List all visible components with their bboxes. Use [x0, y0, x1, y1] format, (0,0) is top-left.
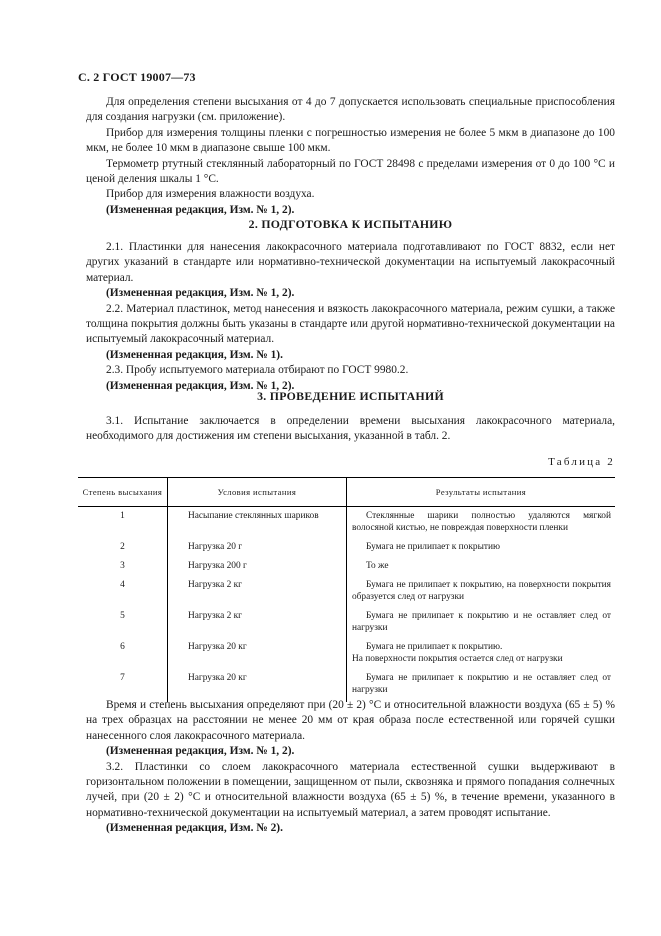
cell-degree: 1	[78, 507, 167, 539]
cell-degree: 3	[78, 557, 167, 576]
cell-results: Бумага не прилипает к покрытию. На поверхности покрытия остается след от нагрузки	[351, 642, 563, 664]
intro-paragraph: Термометр ртутный стеклянный лабораторный по ГОСТ 28498 с пределами измерения от 0 до 100 °С и ценой деления шкалы 1 °С.	[86, 157, 615, 186]
cell-conditions: Нагрузка 20 кг	[167, 669, 346, 702]
cell-results: Бумага не прилипает к покрытию, на поверхности покрытия образуется след от нагрузки	[351, 580, 611, 602]
section-2-body	[86, 240, 615, 394]
section-3-body	[86, 414, 615, 445]
section-3-continued	[86, 698, 615, 837]
drying-degree-table	[78, 477, 615, 702]
cell-conditions: Нагрузка 20 г	[167, 538, 346, 557]
table-row	[78, 576, 615, 607]
intro-paragraph: Прибор для измерения толщины пленки с погрешностью измерения не более 5 мкм в диапазоне до 100 мкм, не более 10 мкм в диапазоне свыше 100 мкм.	[86, 126, 615, 155]
cell-conditions: Насыпание стеклянных шариков	[167, 507, 346, 539]
table-row	[78, 538, 615, 557]
cell-conditions: Нагрузка 20 кг	[167, 638, 346, 669]
column-header-results: Результаты испытания	[346, 478, 615, 507]
cell-results: Бумага не прилипает к покрытию и не оставляет след от нагрузки	[351, 673, 611, 695]
amendment-note: (Измененная редакция, Изм. № 1, 2).	[106, 287, 295, 300]
cell-conditions: Нагрузка 2 кг	[167, 576, 346, 607]
cell-conditions: Нагрузка 2 кг	[167, 607, 346, 638]
paragraph-3-1: 3.1. Испытание заключается в определении времени высыхания лакокрасочного материала, необходимого для достижения им степени высыхания, указанной в табл. 2.	[86, 415, 615, 443]
cell-degree: 2	[78, 538, 167, 557]
intro-block	[86, 95, 615, 218]
cell-degree: 6	[78, 638, 167, 669]
cell-conditions: Нагрузка 200 г	[167, 557, 346, 576]
paragraph-2-2: 2.2. Материал пластинок, метод нанесения и вязкость лакокрасочного материала, режим сушки, а также толщина покрытия должны быть указаны в стандарте или другой нормативно-технической документации на испытуемый лакокрасочный материал.	[86, 302, 615, 346]
cell-results: Бумага не прилипает к покрытию	[365, 542, 501, 552]
cell-results: Бумага не прилипает к покрытию и не оставляет след от нагрузки	[351, 611, 611, 633]
amendment-note: (Измененная редакция, Изм. № 1, 2).	[106, 745, 295, 758]
cell-degree: 7	[78, 669, 167, 702]
cell-degree: 4	[78, 576, 167, 607]
amendment-note: (Измененная редакция, Изм. № 2).	[106, 822, 283, 835]
page-header: С. 2 ГОСТ 19007—73	[78, 70, 196, 84]
cell-results: То же	[365, 561, 389, 571]
table-caption: Таблица 2	[548, 456, 615, 468]
paragraph-3-2: 3.2. Пластинки со слоем лакокрасочного материала естественной сушки выдерживают в горизонтальном положении в помещении, защищенном от пыли, сквозняка и прямого попадания солнечных лучей, при (20 ± 2) °С и относительной влажности воздуха (65 ± 5) %, в течение времени, указанного в нормативно-технической документации на испытуемый материал, а затем проводят испытание.	[86, 760, 615, 819]
intro-paragraph: Для определения степени высыхания от 4 до 7 допускается использовать специальные приспособления для создания нагрузки (см. приложение).	[86, 96, 615, 124]
paragraph-2-1: 2.1. Пластинки для нанесения лакокрасочного материала подготавливают по ГОСТ 8832, если нет других указаний в стандарте или нормативно-технической документации на испытуемый лакокрасочный материал.	[86, 241, 615, 284]
paragraph-drying-conditions: Время и степень высыхания определяют при (20 ± 2) °С и относительной влажности воздуха (65 ± 5) % на трех образцах на расстоянии не менее 20 мм от края образа после естественной или горячей сушки нанесенного слоя лакокрасочного материала.	[86, 699, 615, 742]
column-header-degree: Степень высыхания	[78, 478, 167, 507]
table-header-row	[78, 478, 615, 507]
amendment-note: (Измененная редакция, Изм. № 1, 2).	[106, 203, 295, 216]
section-3-title: 3. ПРОВЕДЕНИЕ ИСПЫТАНИЙ	[257, 389, 444, 403]
intro-paragraph: Прибор для измерения влажности воздуха.	[106, 188, 315, 201]
table-row	[78, 557, 615, 576]
table-row	[78, 607, 615, 638]
section-2-title: 2. ПОДГОТОВКА К ИСПЫТАНИЮ	[248, 217, 453, 231]
table-row	[78, 638, 615, 669]
amendment-note: (Измененная редакция, Изм. № 1).	[106, 348, 283, 361]
cell-degree: 5	[78, 607, 167, 638]
cell-results: Стеклянные шарики полностью удаляются мягкой волосяной кистью, не повреждая поверхности пленки	[351, 511, 611, 533]
amendment-note: (Измененная редакция, Изм. № 1, 2).	[106, 379, 295, 392]
paragraph-2-3: 2.3. Пробу испытуемого материала отбирают по ГОСТ 9980.2.	[106, 364, 409, 377]
table-row	[78, 507, 615, 539]
column-header-conditions: Условия испытания	[167, 478, 346, 507]
